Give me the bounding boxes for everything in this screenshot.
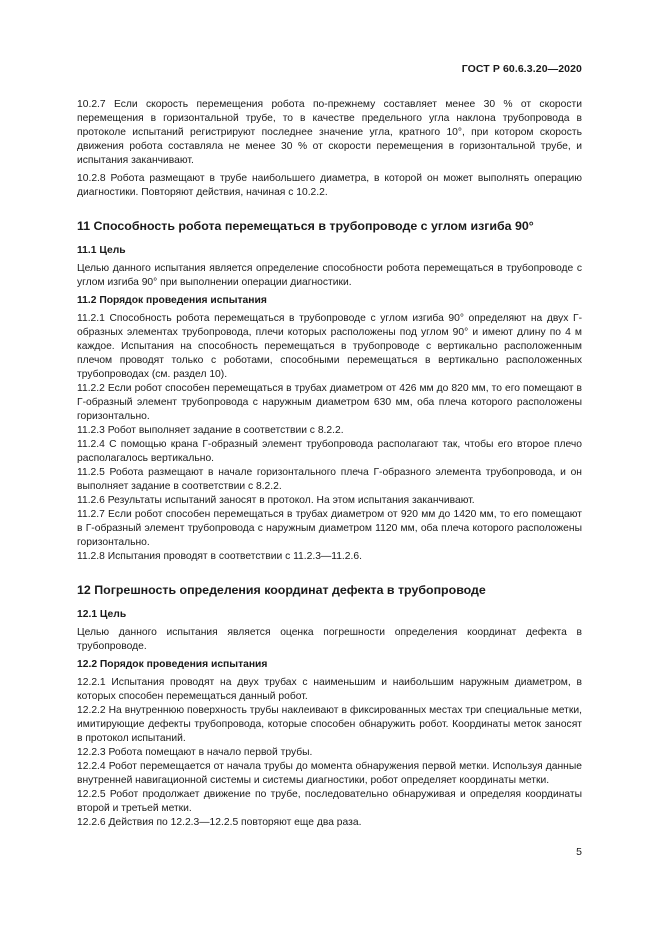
paragraph-12-2-1: 12.2.1 Испытания проводят на двух трубах с наименьшим и наибольшим наружным диаметром, в которых способен перемещаться данный робот.	[77, 677, 582, 702]
paragraph-11-2-3: 11.2.3 Робот выполняет задание в соответствии с 8.2.2.	[77, 425, 344, 436]
page-number: 5	[576, 846, 582, 858]
paragraph-11-2-7: 11.2.7 Если робот способен перемещаться в трубах диаметром от 920 мм до 1420 мм, то его помещают в Г-образный элемент трубопровода с наружным диаметром 1120 мм, оба плеча которого расположены горизонтально.	[77, 509, 582, 548]
paragraph-12-2-3: 12.2.3 Робота помещают в начало первой трубы.	[77, 747, 313, 758]
paragraph-11-2-4: 11.2.4 С помощью крана Г-образный элемент трубопровода располагают так, чтобы его второе плечо располагалось вертикально.	[77, 439, 582, 464]
section-12-1-title: 12.1 Цель	[77, 609, 127, 620]
section-11-1-title: 11.1 Цель	[77, 245, 126, 256]
paragraph-11-2-5: 11.2.5 Робота размещают в начале горизонтального плеча Г-образного элемента трубопровода, и он выполняет задание в соответствии с 8.2.2.	[77, 467, 582, 492]
section-12-2-title: 12.2 Порядок проведения испытания	[77, 659, 268, 670]
paragraph-11-2-1: 11.2.1 Способность робота перемещаться в трубопроводе с углом изгиба 90° определяют на двух Г-образных элементах трубопровода, плечи которых расположены под углом 90° и имеют длину по 4 м каждое. Испытания на способность перемещаться в трубопроводе с вертикально расположенным плечом проводят только с роботами, способными перемещаться в вертикально расположенных трубопроводах (см. раздел 10).	[77, 313, 582, 380]
page-content	[77, 98, 582, 830]
section-11-title: 11 Способность робота перемещаться в трубопроводе с углом изгиба 90°	[77, 219, 534, 233]
paragraph-10-2-7: 10.2.7 Если скорость перемещения робота по-прежнему составляет менее 30 % от скорости перемещения в горизонтальной трубе, то в качестве предельного угла наклона трубопровода в протоколе испытаний регистрируют последнее значение угла, кратного 10°, при котором скорость движения робота составляла не менее 30 % от скорости перемещения в горизонтальной трубе, и испытания заканчивают.	[77, 99, 582, 166]
section-12-title: 12 Погрешность определения координат дефекта в трубопроводе	[77, 583, 486, 597]
paragraph-10-2-8: 10.2.8 Робота размещают в трубе наибольшего диаметра, в которой он может выполнять операцию диагностики. Повторяют действия, начиная с 10.2.2.	[77, 173, 582, 198]
section-12-1-text: Целью данного испытания является оценка погрешности определения координат дефекта в трубопроводе.	[77, 627, 582, 652]
paragraph-12-2-2: 12.2.2 На внутреннюю поверхность трубы наклеивают в фиксированных местах три специальные метки, имитирующие дефекты трубопровода, которые способен обнаружить робот. Координаты меток заносят в протокол испытаний.	[77, 705, 582, 744]
paragraph-11-2-2: 11.2.2 Если робот способен перемещаться в трубах диаметром от 426 мм до 820 мм, то его помещают в Г-образный элемент трубопровода с наружным диаметром 630 мм, оба плеча которого расположены горизонтально.	[77, 383, 582, 422]
section-11-2-title: 11.2 Порядок проведения испытания	[77, 295, 267, 306]
paragraph-12-2-5: 12.2.5 Робот продолжает движение по трубе, последовательно обнаруживая и определяя координаты второй и третьей метки.	[77, 789, 582, 814]
paragraph-12-2-6: 12.2.6 Действия по 12.2.3—12.2.5 повторяют еще два раза.	[77, 817, 362, 828]
paragraph-11-2-8: 11.2.8 Испытания проводят в соответствии с 11.2.3—11.2.6.	[77, 551, 362, 562]
document-code: ГОСТ Р 60.6.3.20—2020	[461, 63, 582, 75]
paragraph-12-2-4: 12.2.4 Робот перемещается от начала трубы до момента обнаружения первой метки. Используя данные внутренней навигационной системы и системы диагностики, робот определяет координаты метки.	[77, 761, 582, 786]
paragraph-11-2-6: 11.2.6 Результаты испытаний заносят в протокол. На этом испытания заканчивают.	[77, 495, 475, 506]
section-11-1-text: Целью данного испытания является определение способности робота перемещаться в трубопроводе с углом изгиба 90° при выполнении операции диагностики.	[77, 263, 582, 288]
